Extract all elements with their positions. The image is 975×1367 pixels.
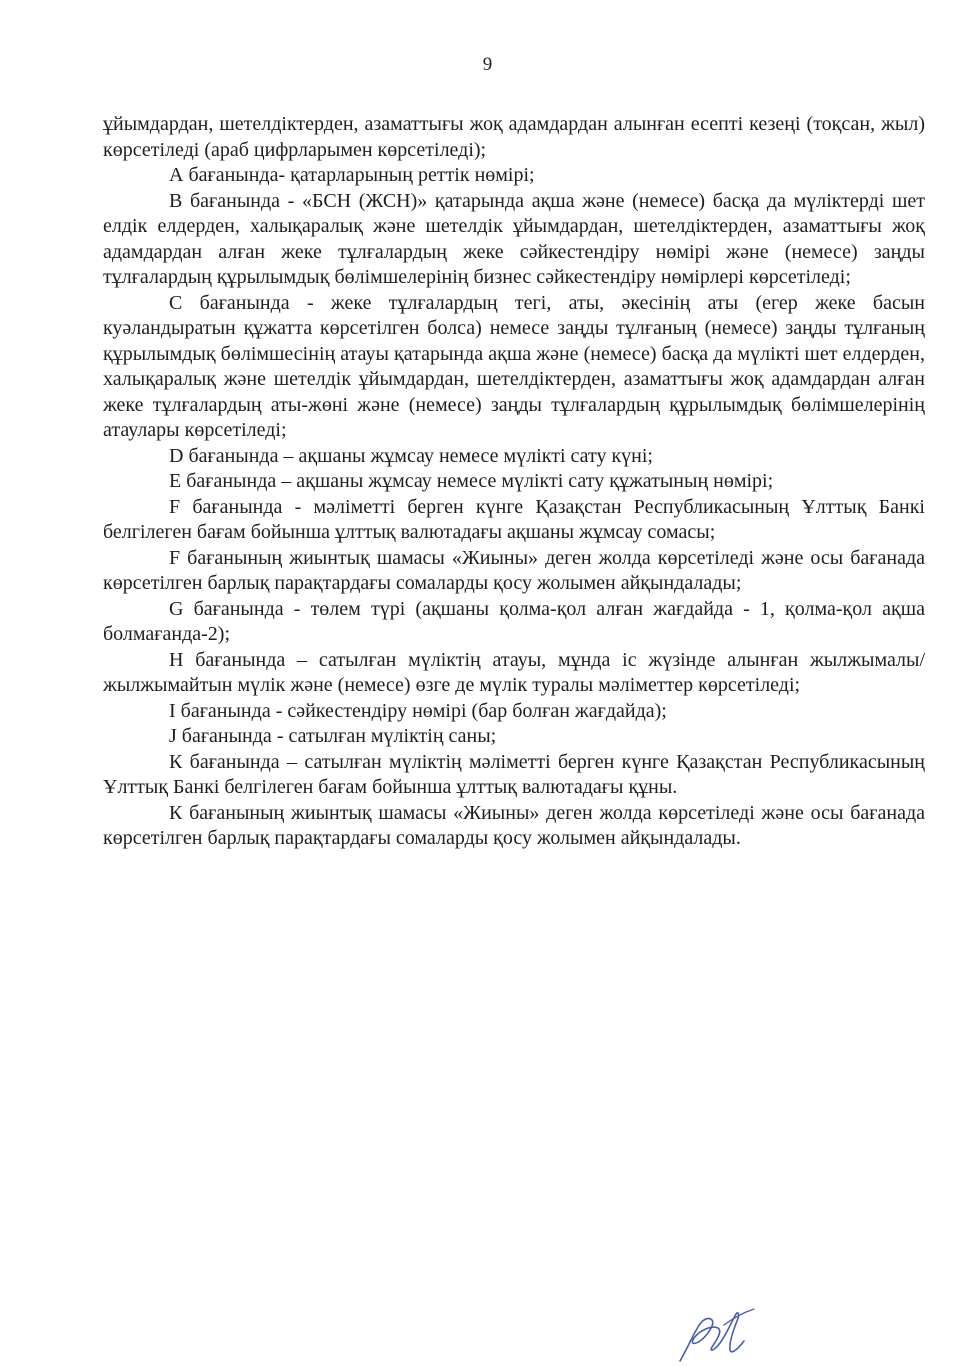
paragraph-column-a: А бағанында- қатарларының реттік нөмірі; xyxy=(169,164,535,186)
paragraph-column-e: Е бағанында – ақшаны жұмсау немесе мүлікті сату құжатының нөмірі; xyxy=(169,470,774,492)
paragraph-column-b: В бағанында - «БСН (ЖСН)» қатарында ақша және (немесе) басқа да мүліктерді шет елдік елдерден, халықаралық және шетелдік ұйымдардан, шетелдіктерден, азаматтығы жоқ адамдардан алған жеке тұлғалардың жеке сәйкестендіру нөмірі және (немесе) заңды тұлғалардың құрылымдық бөлімшелерінің бизнес сәйкестендіру нөмірлері көрсетіледі; xyxy=(103,189,925,288)
paragraph-column-g: G бағанында - төлем түрі (ақшаны қолма-қол алған жағдайда - 1, қолма-қол ақша болмағанда-2); xyxy=(103,597,925,645)
paragraph-column-k-total: К бағанының жиынтық шамасы «Жиыны» деген жолда көрсетіледі және осы бағанада көрсетілген барлық парақтардағы сомаларды қосу жолымен айқындалады. xyxy=(103,801,925,849)
paragraph-column-h: Н бағанында – сатылған мүліктің атауы, мұнда іс жүзінде алынған жылжымалы/жылжымайтын мүлік және (немесе) өзге де мүлік туралы мәліметтер көрсетіледі; xyxy=(103,648,925,696)
paragraph-reporting-period: ұйымдардан, шетелдіктерден, азаматтығы жоқ адамдардан алынған есепті кезеңі (тоқсан, жыл) көрсетіледі (араб цифрларымен көрсетіледі); xyxy=(103,113,925,161)
paragraph-column-d: D бағанында – ақшаны жұмсау немесе мүлікті сату күні; xyxy=(169,444,653,467)
paragraph-column-j: J бағанында - сатылған мүліктің саны; xyxy=(169,725,497,747)
page-number: 9 xyxy=(482,54,493,75)
handwritten-signature xyxy=(668,1305,768,1365)
paragraph-column-i: I бағанында - сәйкестендіру нөмірі (бар болған жағдайда); xyxy=(169,699,667,722)
paragraph-column-k: К бағанында – сатылған мүліктің мәліметті берген күнге Қазақстан Республикасының Ұлттық Банкі белгілеген бағам бойынша ұлттық валютадағы құны. xyxy=(103,750,925,798)
paragraph-column-f-total: F бағанының жиынтық шамасы «Жиыны» деген жолда көрсетіледі және осы бағанада көрсетілген барлық парақтардағы сомаларды қосу жолымен айқындалады; xyxy=(103,546,925,594)
document-body xyxy=(103,112,925,852)
paragraph-column-c: С бағанында - жеке тұлғалардың тегі, аты, әкесінің аты (егер жеке басын куәландыратын құжатта көрсетілген болса) немесе заңды тұлғаның (немесе) заңды тұлғаның құрылымдық бөлімшесінің атауы қатарында ақша және (немесе) басқа да мүлікті шет елдерден, халықаралық және шетелдік ұйымдардан, шетелдіктерден, азаматтығы жоқ адамдардан алған жеке тұлғалардың аты-жөні және (немесе) заңды тұлғалардың құрылымдық бөлімшелерінің атаулары көрсетіледі; xyxy=(103,291,925,441)
paragraph-column-f: F бағанында - мәліметті берген күнге Қазақстан Республикасының Ұлттық Банкі белгілеген бағам бойынша ұлттық валютадағы ақшаны жұмсау сомасы; xyxy=(103,495,925,543)
